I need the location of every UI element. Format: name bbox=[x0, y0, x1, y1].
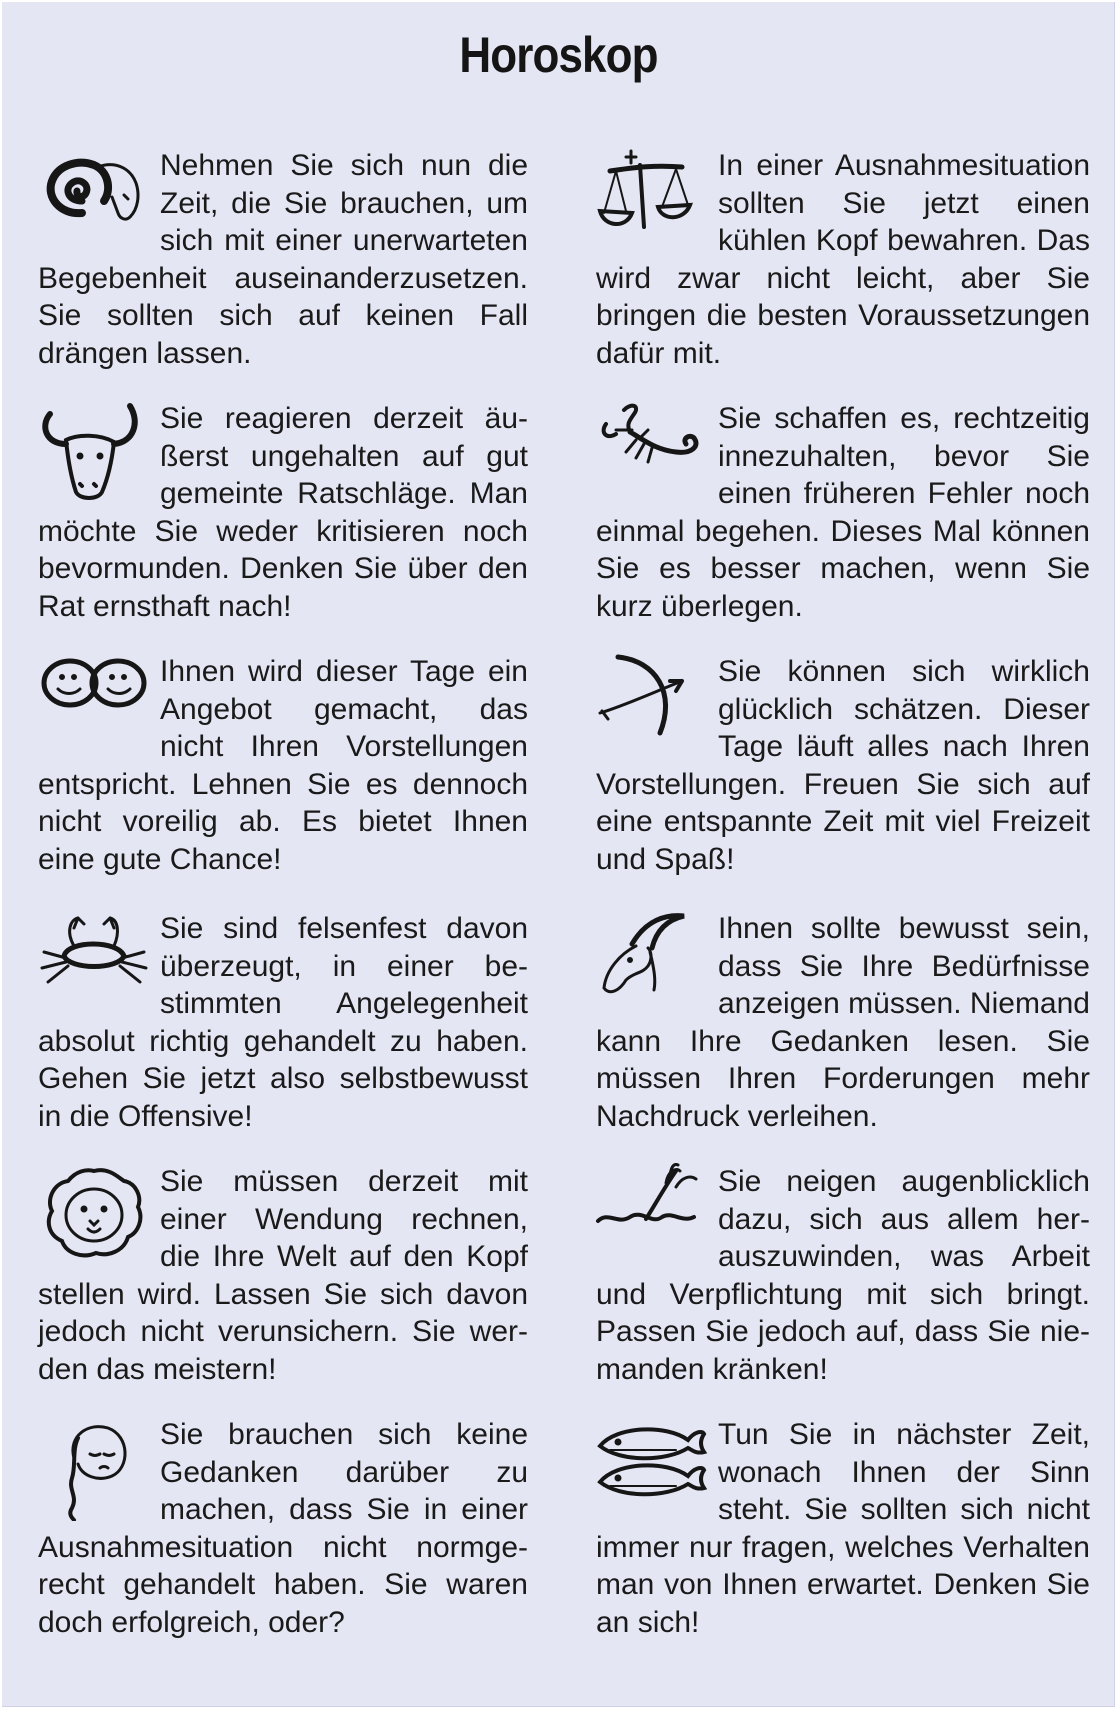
scorpio-icon bbox=[596, 400, 714, 508]
horoscope-entry-pisces bbox=[596, 1416, 1090, 1642]
entry-text: Tun Sie in nächster Zeit, wonach Ihnen der Sinn steht. Sie sollten sich nicht immer nur fragen, welches Verhalten man von Ihnen erwartet. Denken Sie an sich! bbox=[596, 1418, 1090, 1639]
horoscope-entry-capricorn bbox=[596, 910, 1090, 1136]
horoscope-entry-virgo bbox=[38, 1416, 528, 1642]
cancer-icon bbox=[38, 910, 156, 1018]
page-title: Horoskop bbox=[459, 27, 658, 83]
entry-text: Ihnen sollte bewusst sein, dass Sie Ihre Bedürfnisse anzeigen müssen. Niemand kann Ihre Gedanken lesen. Sie müssen Ihren Forderungen mehr Nachdruck verleihen. bbox=[596, 912, 1090, 1133]
horoscope-entry-sagittarius bbox=[596, 653, 1090, 879]
entry-text: Sie sind felsenfest davon überzeugt, in einer bestimmten Angelegenheit absolut richtig gehandelt zu haben. Gehen Sie jetzt also selbstbewusst in die Offensive! bbox=[38, 912, 528, 1133]
libra-icon bbox=[596, 147, 714, 255]
horoscope-entry-gemini bbox=[38, 653, 528, 879]
entry-text: Ihnen wird dieser Tage ein Angebot gemacht, das nicht Ihren Vorstellungen entspricht. Lehnen Sie es dennoch nicht voreilig ab. Es bietet Ihnen eine gute Chance! bbox=[38, 655, 528, 876]
horoscope-entry-aries bbox=[38, 147, 528, 373]
entry-text: Sie schaffen es, rechtzeitig innezuhalten, bevor Sie einen früheren Fehler noch einmal begehen. Dieses Mal können Sie es besser machen, wenn Sie kurz überlegen. bbox=[596, 402, 1090, 623]
horoscope-entry-leo bbox=[38, 1163, 528, 1389]
sagittarius-icon bbox=[596, 653, 714, 761]
gemini-icon bbox=[38, 653, 156, 761]
capricorn-icon bbox=[596, 910, 714, 1018]
taurus-icon bbox=[38, 400, 156, 508]
entry-text: Sie brauchen sich keine Gedanken darüber zu machen, dass Sie in einer Ausnahmesituation nicht normgerecht gehandelt haben. Sie waren doch erfolgreich, oder? bbox=[38, 1418, 528, 1639]
horoscope-entry-cancer bbox=[38, 910, 528, 1136]
leo-icon bbox=[38, 1163, 156, 1271]
horoscope-entry-libra bbox=[596, 147, 1090, 373]
horoscope-entry-taurus bbox=[38, 400, 528, 626]
aquarius-icon bbox=[596, 1163, 714, 1271]
entry-text: Sie können sich wirklich glücklich schätzen. Dieser Tage läuft alles nach Ihren Vorstellungen. Freuen Sie sich auf eine entspannte Zeit mit viel Freizeit und Spaß! bbox=[596, 655, 1090, 876]
entry-text: In einer Ausnahmesituation sollten Sie jetzt einen kühlen Kopf bewahren. Das wird zwar nicht leicht, aber Sie bringen die besten Voraussetzungen dafür mit. bbox=[596, 149, 1090, 370]
aries-icon bbox=[38, 147, 156, 255]
entry-text: Nehmen Sie sich nun die Zeit, die Sie brauchen, um sich mit einer unerwarteten Begebenheit auseinanderzusetzen. Sie sollten sich auf keinen Fall drängen lassen. bbox=[38, 149, 528, 370]
entry-text: Sie müssen derzeit mit einer Wendung rechnen, die Ihre Welt auf den Kopf stellen wird. Lassen Sie sich davon jedoch nicht verunsichern. Sie werden das meistern! bbox=[38, 1165, 528, 1386]
pisces-icon bbox=[596, 1416, 714, 1524]
horoscope-entry-aquarius bbox=[596, 1163, 1090, 1389]
entry-text: Sie reagieren derzeit äußerst ungehalten auf gut gemeinte Ratschläge. Man möchte Sie weder kritisieren noch bevormunden. Denken Sie über den Rat ernsthaft nach! bbox=[38, 402, 528, 623]
virgo-icon bbox=[38, 1416, 156, 1524]
entry-text: Sie neigen augenblicklich dazu, sich aus allem herauszuwinden, was Arbeit und Verpflichtung mit sich bringt. Passen Sie jedoch auf, dass Sie niemanden kränken! bbox=[596, 1165, 1090, 1386]
horoscope-entry-scorpio bbox=[596, 400, 1090, 626]
